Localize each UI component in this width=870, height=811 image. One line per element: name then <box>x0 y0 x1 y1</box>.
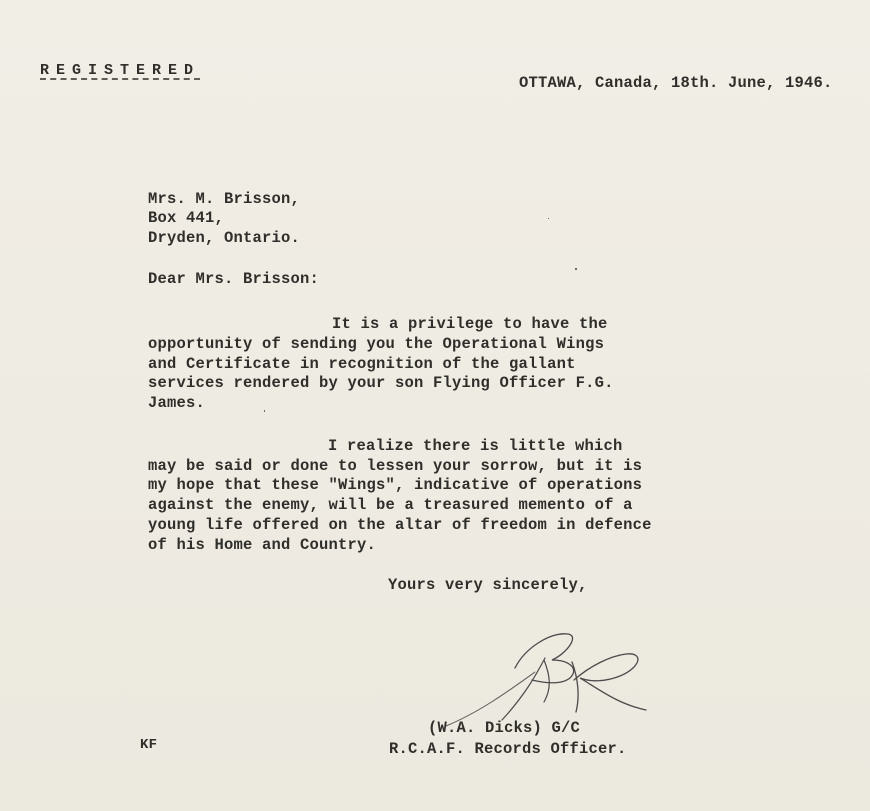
body-line: services rendered by your son Flying Officer F.G. <box>148 374 614 392</box>
body-line: I realize there is little which <box>328 437 623 455</box>
body-line: opportunity of sending you the Operational Wings <box>148 335 605 353</box>
body-line: my hope that these "Wings", indicative of operations <box>148 476 643 494</box>
paper-speck <box>264 410 265 412</box>
paper-speck <box>575 268 577 270</box>
body-line: and Certificate in recognition of the gallant <box>148 355 576 373</box>
recipient-city: Dryden, Ontario. <box>148 229 301 247</box>
signatory-name: (W.A. Dicks) G/C <box>428 719 581 737</box>
body-line: may be said or done to lessen your sorrow, but it is <box>148 457 643 475</box>
signatory-title: R.C.A.F. Records Officer. <box>389 740 627 758</box>
body-line: young life offered on the altar of freedom in defence <box>148 516 652 534</box>
registered-label: REGISTERED <box>40 62 201 79</box>
handwritten-signature <box>440 620 660 730</box>
body-line: It is a privilege to have the <box>332 315 608 333</box>
closing: Yours very sincerely, <box>388 576 588 594</box>
paper-speck <box>548 218 549 219</box>
body-line: of his Home and Country. <box>148 536 377 554</box>
recipient-box: Box 441, <box>148 209 225 227</box>
dateline: OTTAWA, Canada, 18th. June, 1946. <box>519 74 833 92</box>
salutation: Dear Mrs. Brisson: <box>148 270 320 288</box>
body-line: against the enemy, will be a treasured memento of a <box>148 496 633 514</box>
body-line: James. <box>148 394 206 412</box>
recipient-name: Mrs. M. Brisson, <box>148 190 301 208</box>
typist-initials: KF <box>140 737 158 753</box>
